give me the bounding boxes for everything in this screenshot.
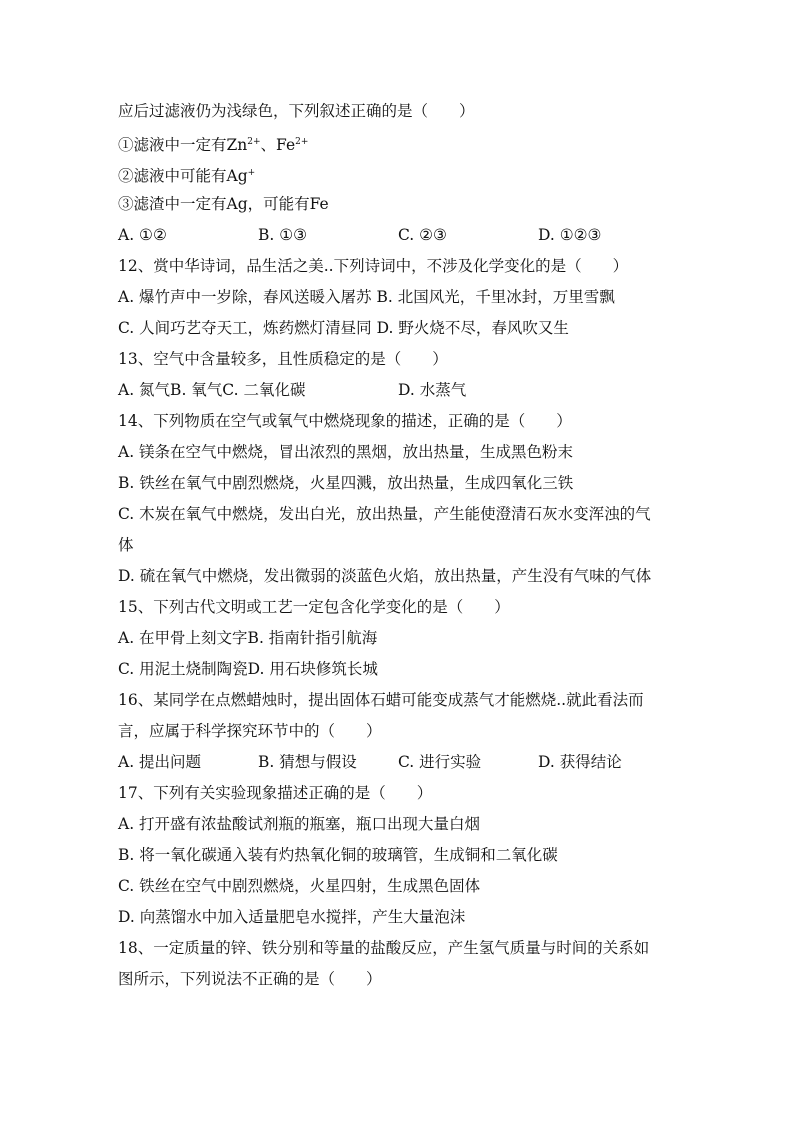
- q15-options-ab: A. 在甲骨上刻文字B. 指南针指引航海: [118, 629, 378, 647]
- q11-option-b: B. ①③: [258, 226, 308, 244]
- q11-statement-2: ②滤液中可能有Ag+: [118, 167, 256, 185]
- q11-option-d: D. ①②③: [538, 226, 602, 244]
- q14-option-d: D. 硫在氧气中燃烧，发出微弱的淡蓝色火焰，放出热量，产生没有气味的气体: [118, 567, 652, 585]
- q14-option-c-line2: 体: [118, 536, 134, 554]
- q14-option-a: A. 镁条在空气中燃烧，冒出浓烈的黑烟，放出热量，生成黑色粉末: [118, 443, 574, 461]
- q16-option-d: D. 获得结论: [538, 753, 622, 771]
- q18-stem-line2: 图所示，下列说法不正确的是（ ）: [118, 970, 382, 988]
- question-list: [118, 96, 678, 995]
- q17-stem: 17、下列有关实验现象描述正确的是（ ）: [118, 784, 433, 802]
- q16-stem-line1: 16、某同学在点燃蜡烛时，提出固体石蜡可能变成蒸气才能燃烧..就此看法而: [118, 691, 644, 709]
- q16-option-a: A. 提出问题: [118, 753, 202, 771]
- q11-option-c: C. ②③: [398, 226, 447, 244]
- q16-stem-line2: 言，应属于科学探究环节中的（ ）: [118, 722, 382, 740]
- q12-stem: 12、赏中华诗词，品生活之美..下列诗词中，不涉及化学变化的是（ ）: [118, 257, 629, 275]
- q15-stem: 15、下列古代文明或工艺一定包含化学变化的是（ ）: [118, 598, 510, 616]
- q13-options-abc: A. 氮气B. 氧气C. 二氧化碳: [118, 381, 306, 399]
- q18-stem-line1: 18、一定质量的锌、铁分别和等量的盐酸反应，产生氢气质量与时间的关系如: [118, 939, 650, 957]
- q13-stem: 13、空气中含量较多，且性质稳定的是（ ）: [118, 350, 448, 368]
- q17-option-c: C. 铁丝在空气中剧烈燃烧，火星四射，生成黑色固体: [118, 877, 481, 895]
- q11-options: [118, 220, 678, 251]
- q16-options: [118, 747, 678, 778]
- q17-option-b: B. 将一氧化碳通入装有灼热氧化铜的玻璃管，生成铜和二氧化碳: [118, 846, 558, 864]
- q17-option-d: D. 向蒸馏水中加入适量肥皂水搅拌，产生大量泡沫: [118, 908, 466, 926]
- q16-option-b: B. 猜想与假设: [258, 753, 357, 771]
- q11-option-a: A. ①②: [118, 226, 167, 244]
- q14-option-b: B. 铁丝在氧气中剧烈燃烧，火星四溅，放出热量，生成四氧化三铁: [118, 474, 574, 492]
- q11-statement-3: ③滤渣中一定有Ag，可能有Fe: [118, 195, 329, 213]
- q11-statement-1: ①滤液中一定有$Zn^{2+}$、$Fe^{2+}$: [118, 136, 309, 154]
- q12-options-cd: C. 人间巧艺夺天工，炼药燃灯清昼同 D. 野火烧不尽，春风吹又生: [118, 319, 569, 337]
- q11-stem: 应后过滤液仍为浅绿色，下列叙述正确的是（ ）: [118, 102, 475, 120]
- q12-options-ab: A. 爆竹声中一岁除，春风送暖入屠苏 B. 北国风光，千里冰封，万里雪飘: [118, 288, 615, 306]
- q14-option-c-line1: C. 木炭在氧气中燃烧，发出白光，放出热量，产生能使澄清石灰水变浑浊的气: [118, 505, 651, 523]
- q14-stem: 14、下列物质在空气或氧气中燃烧现象的描述，正确的是（ ）: [118, 412, 572, 430]
- q17-option-a: A. 打开盛有浓盐酸试剂瓶的瓶塞，瓶口出现大量白烟: [118, 815, 481, 833]
- q15-options-cd: C. 用泥土烧制陶瓷D. 用石块修筑长城: [118, 660, 378, 678]
- q16-option-c: C. 进行实验: [398, 753, 482, 771]
- q13-option-d: D. 水蒸气: [398, 381, 467, 399]
- q13-options: [118, 375, 678, 406]
